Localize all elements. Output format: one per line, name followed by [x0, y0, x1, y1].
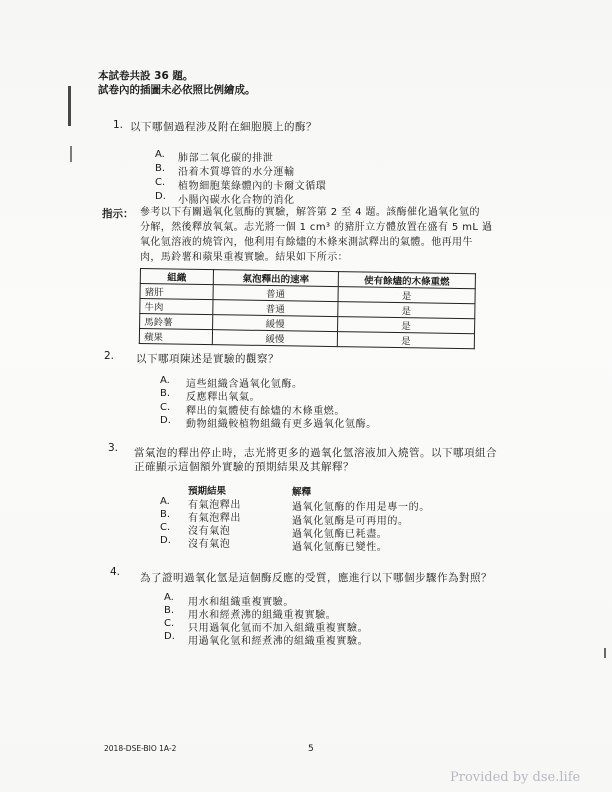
directions-line: 肉，馬鈴薯和蘋果重複實驗。結果如下所示：: [140, 252, 348, 263]
option-result: 沒有氣泡: [188, 526, 231, 537]
option-text: 這些組織含過氧化氫酶。: [186, 379, 303, 390]
directions-line: 分解，然後釋放氧氣。志光將一個 1 cm³ 的豬肝立方體放置在盛有 5 mL 過: [140, 222, 493, 233]
column-header-result: 預期結果: [188, 486, 227, 497]
table-cell: 普通: [213, 285, 338, 302]
scan-mark-right: [604, 648, 606, 658]
directions-line: 氧化氫溶液的燒管內，他利用有餘燼的木條來測試釋出的氣體。他再用牛: [140, 237, 473, 248]
table-cell: 是: [338, 302, 475, 319]
table-cell: 豬肝: [140, 284, 213, 300]
option-text: 沿着木質導管的水分運輸: [178, 167, 295, 178]
option-explanation: 過氧化氫酶已變性。: [292, 542, 388, 553]
option-letter: C.: [155, 177, 166, 188]
directions-label: 指示：: [102, 208, 134, 220]
option-text: 小腸內碳水化合物的消化: [178, 195, 295, 206]
paper-code: 2018-DSE-BIO 1A-2: [104, 744, 177, 753]
option-text: 釋出的氣體使有餘燼的木條重燃。: [186, 406, 345, 417]
question-stem: 正確顯示這個額外實驗的預期結果及其解釋？: [134, 461, 354, 473]
table-cell: 普通: [213, 300, 338, 317]
table-cell: 緩慢: [213, 315, 338, 332]
option-letter: D.: [160, 535, 171, 546]
option-result: 沒有氣泡: [188, 539, 231, 550]
column-header-explanation: 解釋: [292, 487, 312, 498]
scan-mark-left: [68, 86, 71, 126]
option-letter: A.: [155, 149, 165, 160]
question-stem: 當氣泡的釋出停止時，志光將更多的過氧化氫溶液加入燒管。以下哪項組合: [134, 447, 497, 459]
question-number: 1.: [113, 119, 124, 131]
option-text: 反應釋出氧氣。: [186, 392, 261, 403]
option-letter: D.: [164, 631, 175, 642]
table-cell: 牛肉: [140, 299, 213, 315]
option-letter: A.: [164, 592, 174, 603]
option-explanation: 過氧化氫酶是可再用的。: [292, 516, 409, 527]
table-cell: 是: [337, 332, 474, 349]
table-header-bubble-rate: 氣泡釋出的速率: [213, 270, 338, 287]
table-cell: 是: [338, 317, 475, 334]
option-letter: B.: [155, 163, 166, 174]
option-letter: A.: [160, 496, 170, 507]
option-letter: B.: [160, 509, 171, 520]
option-text: 用水和經煮沸的組織重複實驗。: [188, 610, 337, 621]
option-text: 肺部二氧化碳的排泄: [178, 153, 274, 164]
paper-note-diagram-scale: 試卷內的插圖未必依照比例繪成。: [98, 84, 256, 96]
option-text: 只用過氧化氫而不加入組織重複實驗。: [188, 623, 369, 634]
option-explanation: 過氧化氫酶已耗盡。: [292, 529, 388, 540]
provider-credit: Provided by dse.life: [450, 770, 581, 785]
table-header-tissue: 組織: [140, 269, 213, 285]
option-letter: C.: [160, 522, 171, 533]
option-letter: C.: [160, 402, 171, 413]
option-text: 植物細胞葉綠體內的卡爾文循環: [178, 181, 327, 192]
question-stem: 以下哪個過程涉及附在細胞膜上的酶？: [130, 121, 317, 133]
question-number: 3.: [108, 442, 119, 454]
scan-mark-left-lower: [70, 146, 72, 162]
page-number: 5: [308, 744, 314, 754]
table-header-relight: 使有餘燼的木條重燃: [338, 272, 475, 289]
table-cell: 蘋果: [139, 329, 212, 345]
results-table: [139, 268, 476, 349]
option-explanation: 過氧化氫酶的作用是專一的。: [292, 502, 430, 513]
table-cell: 是: [338, 287, 475, 304]
option-letter: B.: [164, 605, 175, 616]
option-letter: C.: [164, 618, 175, 629]
option-letter: D.: [160, 415, 171, 426]
question-number: 2.: [104, 350, 115, 362]
directions-line: 參考以下有關過氧化氫酶的實驗，解答第 2 至 4 題。該酶催化過氧化氫的: [140, 207, 480, 218]
option-letter: A.: [160, 375, 170, 386]
option-text: 用過氧化氫和經煮沸的組織重複實驗。: [188, 636, 369, 647]
paper-note-question-count: 本試卷共設 36 題。: [98, 70, 194, 82]
option-letter: D.: [155, 191, 166, 202]
option-text: 用水和組織重複實驗。: [188, 597, 294, 608]
table-cell: 馬鈴薯: [140, 314, 213, 330]
question-stem: 以下哪項陳述是實驗的觀察？: [136, 353, 279, 365]
option-letter: B.: [160, 388, 171, 399]
option-result: 有氣泡釋出: [188, 513, 241, 524]
option-text: 動物組織較植物組織有更多過氧化氫酶。: [186, 419, 377, 430]
question-stem: 為了證明過氧化氫是這個酶反應的受質，應進行以下哪個步驟作為對照？: [140, 572, 492, 584]
table-cell: 緩慢: [212, 330, 337, 347]
question-number: 4.: [110, 566, 121, 578]
option-result: 有氣泡釋出: [188, 500, 241, 511]
